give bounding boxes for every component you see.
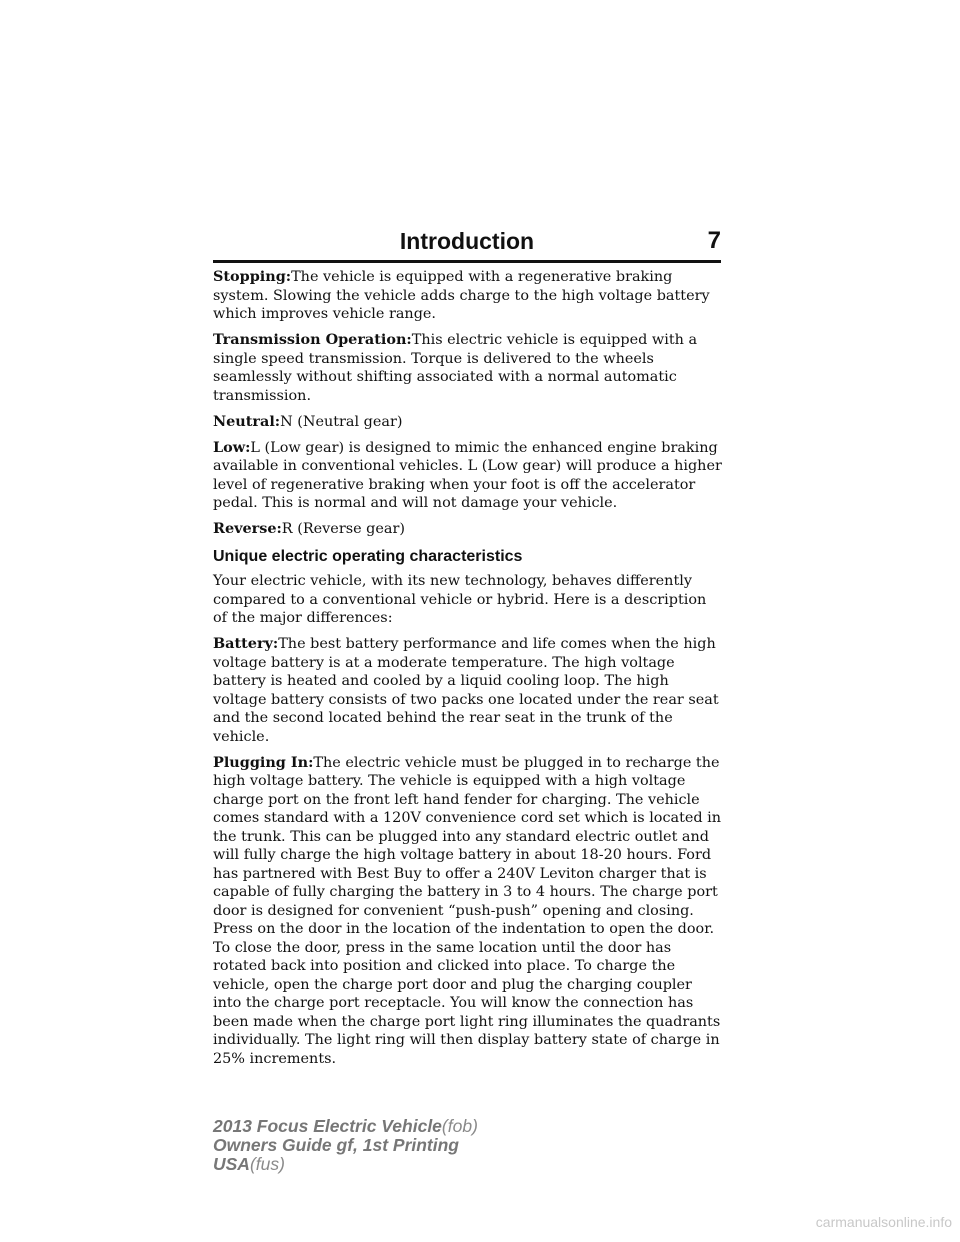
- page-number: 7: [707, 227, 721, 254]
- document-footer: [213, 1117, 613, 1174]
- term-label: Plugging In:: [213, 753, 314, 771]
- term-label: Stopping:: [213, 268, 292, 285]
- paragraph-low: [213, 439, 723, 513]
- section-heading: Unique electric operating characteristics: [213, 547, 523, 565]
- footer-market: USA: [213, 1154, 250, 1174]
- watermark: carmanualsonline.info: [815, 1214, 952, 1230]
- footer-vehicle: 2013 Focus Electric Vehicle: [213, 1116, 442, 1136]
- term-label: Neutral:: [213, 412, 281, 430]
- page-header: [213, 226, 721, 258]
- term-label: Transmission Operation:: [213, 331, 412, 348]
- paragraph-transmission: [213, 331, 723, 405]
- footer-line-1: [213, 1117, 613, 1136]
- footer-line-2: Owners Guide gf, 1st Printing: [213, 1135, 459, 1155]
- paragraph-text: The vehicle is equipped with a regenerative braking system. Slowing the vehicle adds charge to the high voltage battery which improves vehicle range.: [213, 269, 710, 322]
- term-label: Low:: [213, 438, 251, 456]
- section-intro: Your electric vehicle, with its new technology, behaves differently compared to a conventional vehicle or hybrid. Here is a description of the major differences:: [213, 573, 707, 626]
- paragraph-text: The electric vehicle must be plugged in to recharge the high voltage battery. The vehicle is equipped with a high voltage charge port on the front left hand fender for charging. The vehicle comes standard with a 120V convenience cord set which is located in the trunk. This can be plugged into any standard electric outlet and will fully charge the high voltage battery in about 18-20 hours. Ford has partnered with Best Buy to offer a 240V Leviton charger that is capable of fully charging the battery in 3 to 4 hours. The charge port door is designed for convenient “push-push” opening and closing. Press on the door in the location of the indentation to open the door. To close the door, press in the same location until the door has rotated back into position and clicked into place. To charge the vehicle, open the charge port door and plug the charging coupler into the charge port receptacle. You will know the connection has been made when the charge port light ring illuminates the quadrants individually. The light ring will then display battery state of charge in 25% increments.: [213, 754, 722, 1067]
- section-title: Introduction: [399, 228, 535, 254]
- paragraph-neutral: [213, 413, 723, 432]
- footer-market-code: (fus): [249, 1154, 285, 1174]
- paragraph-reverse: [213, 520, 723, 539]
- paragraph-text: L (Low gear) is designed to mimic the enhanced engine braking available in conventional vehicles. L (Low gear) will produce a higher level of regenerative braking when your foot is off the accelerator pedal. This is normal and will not damage your vehicle.: [213, 439, 722, 511]
- term-label: Battery:: [213, 635, 279, 652]
- paragraph-stopping: [213, 268, 723, 324]
- paragraph-text: R (Reverse gear): [281, 521, 405, 537]
- footer-line-3: [213, 1155, 613, 1174]
- paragraph-battery: [213, 635, 723, 746]
- paragraph-plugging-in: [213, 754, 723, 1069]
- page-body: [213, 268, 723, 1076]
- paragraph-text: The best battery performance and life comes when the high voltage battery is at a moderate temperature. The high voltage battery is heated and cooled by a liquid cooling loop. The high voltage battery consists of two packs one located under the rear seat and the second located behind the rear seat in the trunk of the vehicle.: [213, 636, 719, 745]
- term-label: Reverse:: [213, 520, 282, 537]
- header-rule: [213, 260, 721, 263]
- paragraph-text: N (Neutral gear): [280, 413, 403, 430]
- paragraph-text: This electric vehicle is equipped with a single speed transmission. Torque is delivered to the wheels seamlessly without shifting associated with a normal automatic transmission.: [213, 332, 698, 404]
- footer-code: (fob): [441, 1116, 478, 1136]
